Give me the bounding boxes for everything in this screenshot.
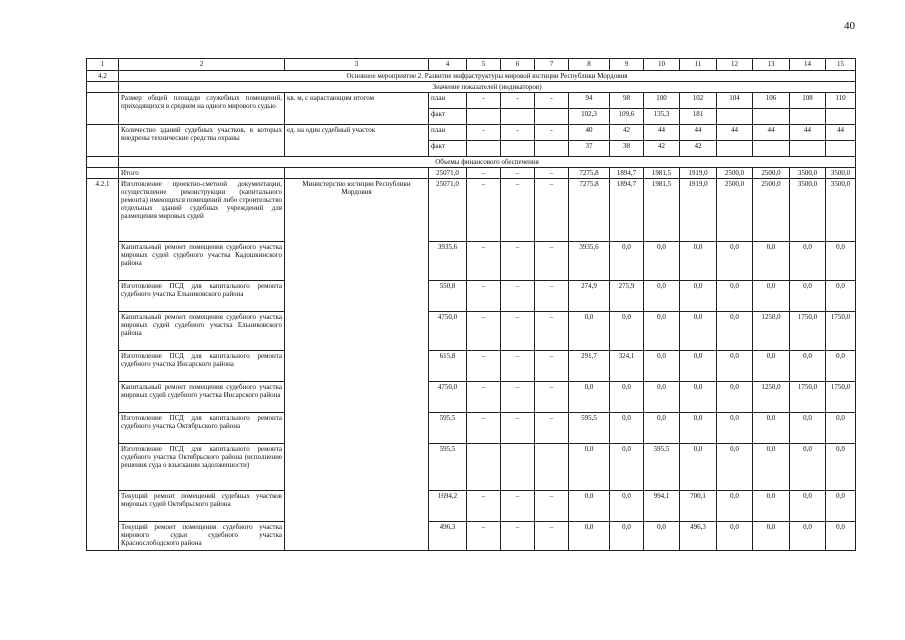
measure-value: 0,0 <box>717 413 753 444</box>
indicator-row <box>87 125 856 141</box>
total-value: – <box>535 168 569 179</box>
column-header: 10 <box>644 59 680 71</box>
measure-value: 0,0 <box>569 312 610 351</box>
indicator-value: - <box>501 93 535 109</box>
measure-value: – <box>501 522 535 551</box>
measure-value: – <box>467 312 501 351</box>
section-title-row <box>87 71 856 82</box>
empty-cell <box>285 168 429 179</box>
measure-value: – <box>501 242 535 281</box>
indicator-value: 109,6 <box>610 109 644 125</box>
indicator-value: 42 <box>610 125 644 141</box>
empty-cell <box>87 125 119 157</box>
measure-value: 0,0 <box>826 242 856 281</box>
total-value: – <box>467 168 501 179</box>
measure-value: 0,0 <box>644 242 680 281</box>
measure-value: 1750,0 <box>826 382 856 413</box>
measure-value: 3500,0 <box>826 179 856 242</box>
measure-value: 3935,6 <box>569 242 610 281</box>
indicator-value: 44 <box>790 125 826 141</box>
indicator-value: 38 <box>610 141 644 157</box>
measure-value: 0,0 <box>644 281 680 312</box>
measure-value: – <box>467 413 501 444</box>
measure-value: 0,0 <box>610 413 644 444</box>
indicator-value <box>501 141 535 157</box>
total-value: – <box>501 168 535 179</box>
measure-value: – <box>535 351 569 382</box>
total-value: 2500,0 <box>717 168 753 179</box>
indicator-value <box>753 109 790 125</box>
measure-value: – <box>501 312 535 351</box>
indicator-name: Количество зданий судебных участков, в которых внедрены технические средства охраны <box>119 125 285 157</box>
measure-value: 0,0 <box>610 444 644 491</box>
total-value: 1894,7 <box>610 168 644 179</box>
indicator-value: 108 <box>790 93 826 109</box>
measure-value: – <box>535 242 569 281</box>
measure-value: 0,0 <box>753 351 790 382</box>
measure-value: 2500,0 <box>753 179 790 242</box>
indicators-title: Значение показателей (индикаторов) <box>119 82 856 93</box>
measure-value: – <box>535 382 569 413</box>
table-body <box>87 59 856 551</box>
subsection-number: 4.2.1 <box>87 179 119 551</box>
column-header: 7 <box>535 59 569 71</box>
indicator-name: Размер общей площади служебных помещений, приходящихся в среднем на одного мирового судью <box>119 93 285 125</box>
measure-value <box>501 444 535 491</box>
finance-title-row <box>87 157 856 168</box>
measure-value: 0,0 <box>790 351 826 382</box>
indicator-value: - <box>535 125 569 141</box>
measure-value: 0,0 <box>680 312 717 351</box>
measure-value: 595,5 <box>569 413 610 444</box>
total-value: 2500,0 <box>753 168 790 179</box>
measure-value: 2500,0 <box>717 179 753 242</box>
total-value: 7275,8 <box>569 168 610 179</box>
measure-row <box>87 382 856 413</box>
measure-value: 0,0 <box>717 312 753 351</box>
measure-value: 0,0 <box>717 491 753 522</box>
measure-value: 291,7 <box>569 351 610 382</box>
executor: Министерство юстиции Республики Мордовия <box>285 179 429 551</box>
indicator-value <box>535 109 569 125</box>
indicator-value <box>790 109 826 125</box>
measure-value: 0,0 <box>790 281 826 312</box>
measure-value: 1919,0 <box>680 179 717 242</box>
measure-value: 0,0 <box>569 382 610 413</box>
column-header: 6 <box>501 59 535 71</box>
measure-value: 0,0 <box>790 413 826 444</box>
indicator-value: 135,3 <box>644 109 680 125</box>
measure-value: 595,5 <box>644 444 680 491</box>
indicator-value: - <box>535 93 569 109</box>
empty-cell <box>87 93 119 125</box>
indicator-value: 100 <box>644 93 680 109</box>
measure-value: 0,0 <box>790 491 826 522</box>
measure-value: 0,0 <box>753 444 790 491</box>
measure-value: 1250,0 <box>753 382 790 413</box>
measure-value: – <box>467 242 501 281</box>
measure-value: 0,0 <box>753 413 790 444</box>
page-number: 40 <box>844 20 855 32</box>
measure-value <box>535 444 569 491</box>
measure-row <box>87 444 856 491</box>
measure-value: 25071,0 <box>429 179 467 242</box>
measure-value: 324,1 <box>610 351 644 382</box>
measure-value: 0,0 <box>717 522 753 551</box>
measure-value: 0,0 <box>644 522 680 551</box>
indicator-value: 40 <box>569 125 610 141</box>
measure-value: 4750,0 <box>429 312 467 351</box>
total-value: 3500,0 <box>790 168 826 179</box>
indicator-value: 37 <box>569 141 610 157</box>
measure-value: – <box>535 281 569 312</box>
indicator-value: - <box>501 125 535 141</box>
measure-value: 0,0 <box>753 242 790 281</box>
measure-row <box>87 281 856 312</box>
measure-name: Капитальный ремонт помещения судебного участка мировых судей судебного участка Инсарского района <box>119 382 285 413</box>
indicator-value <box>753 141 790 157</box>
indicator-value: 44 <box>753 125 790 141</box>
indicator-value: 98 <box>610 93 644 109</box>
empty-cell <box>87 168 119 179</box>
column-header: 9 <box>610 59 644 71</box>
measure-value: 1750,0 <box>790 382 826 413</box>
indicator-unit: ед. на один судебный участок <box>285 125 429 157</box>
measure-value: 0,0 <box>717 444 753 491</box>
measure-row <box>87 179 856 242</box>
measure-value: 0,0 <box>753 281 790 312</box>
measure-value: 0,0 <box>717 281 753 312</box>
indicator-unit: кв. м, с нарастающим итогом <box>285 93 429 125</box>
measure-name: Текущий ремонт помещения судебного участка мирового судьи судебного участка Краснослободского района <box>119 522 285 551</box>
measure-value: 1750,0 <box>790 312 826 351</box>
total-value: 1919,0 <box>680 168 717 179</box>
measure-value: – <box>535 179 569 242</box>
measure-value: 0,0 <box>680 413 717 444</box>
measure-value: 0,0 <box>680 351 717 382</box>
measure-name: Изготовление ПСД для капитального ремонта судебного участка Ельниковского района <box>119 281 285 312</box>
measure-name: Изготовление ПСД для капитального ремонта судебного участка Октябрьского района <box>119 413 285 444</box>
measure-name: Текущий ремонт помещений судебных участков мировых судей Октябрьского района <box>119 491 285 522</box>
measure-value: – <box>467 351 501 382</box>
measure-value: 4750,0 <box>429 382 467 413</box>
column-header: 5 <box>467 59 501 71</box>
column-header: 15 <box>826 59 856 71</box>
indicator-type: план <box>429 125 467 141</box>
measure-value: 0,0 <box>569 491 610 522</box>
measure-value: 0,0 <box>826 522 856 551</box>
measure-value: 0,0 <box>826 444 856 491</box>
measure-value: 1694,2 <box>429 491 467 522</box>
measure-value: 7275,8 <box>569 179 610 242</box>
measure-value: 0,0 <box>680 242 717 281</box>
indicator-value: 181 <box>680 109 717 125</box>
measure-value: 0,0 <box>569 522 610 551</box>
measure-value: 0,0 <box>680 444 717 491</box>
indicator-value: 42 <box>644 141 680 157</box>
measure-value: 615,8 <box>429 351 467 382</box>
measure-value: 550,8 <box>429 281 467 312</box>
measure-row <box>87 413 856 444</box>
measure-value: 0,0 <box>753 491 790 522</box>
measure-value: 0,0 <box>569 444 610 491</box>
measure-value: – <box>501 382 535 413</box>
indicator-value: - <box>467 93 501 109</box>
measure-value: – <box>501 351 535 382</box>
total-value: 3500,0 <box>826 168 856 179</box>
indicator-value <box>501 109 535 125</box>
column-header: 8 <box>569 59 610 71</box>
empty-cell <box>87 82 119 93</box>
measure-value: 0,0 <box>790 522 826 551</box>
measure-value: – <box>501 491 535 522</box>
indicator-value <box>717 109 753 125</box>
indicator-value: 42 <box>680 141 717 157</box>
column-header: 4 <box>429 59 467 71</box>
measure-value: – <box>467 382 501 413</box>
measure-value: 1981,5 <box>644 179 680 242</box>
total-label: Итого <box>119 168 285 179</box>
measure-value: 0,0 <box>826 413 856 444</box>
measure-name: Капитальный ремонт помещения судебного участка мировых судей судебного участка Кадошкинского района <box>119 242 285 281</box>
measure-value: 496,3 <box>680 522 717 551</box>
measure-row <box>87 312 856 351</box>
measure-name: Изготовление ПСД для капитального ремонта судебного участка Октябрьского района (исполнение решения суда о взыскании задолженности) <box>119 444 285 491</box>
section-title: Основное мероприятие 2. Развитие инфраструктуры мировой юстиции Республики Мордовия <box>119 71 856 82</box>
indicator-type: факт <box>429 141 467 157</box>
indicator-value: 94 <box>569 93 610 109</box>
indicator-value <box>467 109 501 125</box>
indicator-value <box>535 141 569 157</box>
measure-value: 275,9 <box>610 281 644 312</box>
measure-value: 0,0 <box>610 382 644 413</box>
measure-value: 0,0 <box>610 491 644 522</box>
indicator-value: 102 <box>680 93 717 109</box>
indicator-value <box>790 141 826 157</box>
measure-value: – <box>535 491 569 522</box>
measure-value: 0,0 <box>644 312 680 351</box>
measure-value: 0,0 <box>644 351 680 382</box>
measure-value: 0,0 <box>680 382 717 413</box>
measure-value: 700,1 <box>680 491 717 522</box>
measure-value: – <box>535 413 569 444</box>
measure-value <box>467 444 501 491</box>
measure-value: – <box>501 179 535 242</box>
measure-value: – <box>501 413 535 444</box>
measure-value: 0,0 <box>753 522 790 551</box>
measure-row <box>87 522 856 551</box>
measure-row <box>87 242 856 281</box>
measure-row <box>87 351 856 382</box>
column-header: 1 <box>87 59 119 71</box>
column-header: 11 <box>680 59 717 71</box>
indicator-value: 44 <box>680 125 717 141</box>
measure-value: 0,0 <box>610 312 644 351</box>
indicator-type: факт <box>429 109 467 125</box>
column-header: 13 <box>753 59 790 71</box>
measure-value: 0,0 <box>826 351 856 382</box>
indicator-value: 110 <box>826 93 856 109</box>
measure-value: 0,0 <box>790 242 826 281</box>
measure-value: – <box>467 281 501 312</box>
measure-value: 0,0 <box>717 242 753 281</box>
measure-value: 0,0 <box>680 281 717 312</box>
indicator-value: 104 <box>717 93 753 109</box>
indicator-value <box>826 109 856 125</box>
measure-value: 0,0 <box>717 351 753 382</box>
measure-value: 0,0 <box>790 444 826 491</box>
section-number: 4.2 <box>87 71 119 82</box>
measure-value: 595,5 <box>429 413 467 444</box>
total-row <box>87 168 856 179</box>
indicator-value: - <box>467 125 501 141</box>
measure-value: 1250,0 <box>753 312 790 351</box>
indicators-title-row <box>87 82 856 93</box>
measure-name: Изготовление проектно-сметной документации, осуществление реконструкции (капитального ремонта) имеющихся помещений либо строительство отдельных зданий судебных учреждений для размещения мировых судей <box>119 179 285 242</box>
measure-value: – <box>467 522 501 551</box>
measure-value: 3935,6 <box>429 242 467 281</box>
indicator-value <box>717 141 753 157</box>
measure-value: 3500,0 <box>790 179 826 242</box>
indicator-value: 102,3 <box>569 109 610 125</box>
measure-value: 0,0 <box>610 242 644 281</box>
program-table <box>86 58 856 551</box>
measure-value: 0,0 <box>644 413 680 444</box>
measure-value: – <box>501 281 535 312</box>
measure-value: 595,5 <box>429 444 467 491</box>
indicator-value <box>467 141 501 157</box>
measure-name: Изготовление ПСД для капитального ремонта судебного участка Инсарского района <box>119 351 285 382</box>
measure-value: 1750,0 <box>826 312 856 351</box>
column-header: 14 <box>790 59 826 71</box>
measure-value: 0,0 <box>610 522 644 551</box>
finance-title: Объемы финансового обеспечения <box>119 157 856 168</box>
measure-value: 1894,7 <box>610 179 644 242</box>
indicator-value <box>826 141 856 157</box>
measure-row <box>87 491 856 522</box>
measure-value: 274,9 <box>569 281 610 312</box>
measure-value: 0,0 <box>826 491 856 522</box>
measure-value: 496,3 <box>429 522 467 551</box>
column-header: 12 <box>717 59 753 71</box>
measure-value: – <box>467 491 501 522</box>
column-header-row <box>87 59 856 71</box>
measure-value: 994,1 <box>644 491 680 522</box>
measure-value: – <box>535 522 569 551</box>
total-value: 1981,5 <box>644 168 680 179</box>
indicator-value: 44 <box>717 125 753 141</box>
indicator-type: план <box>429 93 467 109</box>
measure-name: Капитальный ремонт помещения судебного участка мировых судей судебного участка Ельниковского района <box>119 312 285 351</box>
measure-value: 0,0 <box>826 281 856 312</box>
total-value: 25071,0 <box>429 168 467 179</box>
measure-value: – <box>535 312 569 351</box>
column-header: 2 <box>119 59 285 71</box>
indicator-value: 106 <box>753 93 790 109</box>
measure-value: 0,0 <box>644 382 680 413</box>
indicator-row <box>87 93 856 109</box>
empty-cell <box>87 157 119 168</box>
indicator-value: 44 <box>826 125 856 141</box>
measure-value: 0,0 <box>717 382 753 413</box>
measure-value: – <box>467 179 501 242</box>
column-header: 3 <box>285 59 429 71</box>
indicator-value: 44 <box>644 125 680 141</box>
